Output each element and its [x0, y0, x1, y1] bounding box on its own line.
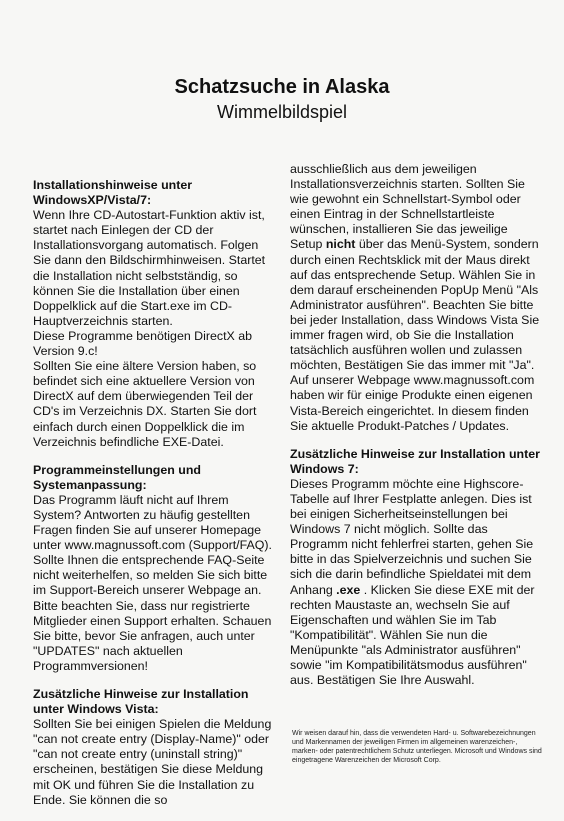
paragraph — [290, 477, 540, 688]
emphasis-text: nicht — [325, 237, 356, 252]
section-program-settings — [33, 463, 273, 674]
section-heading: Zusätzliche Hinweise zur Installation unter Windows Vista: — [33, 687, 249, 717]
paragraph — [290, 162, 540, 373]
paragraph: Auf unserer Webpage www.magnussoft.com haben wir für einige Produkte einen eigenen Vista-Bereich eingerichtet. In diesem finden Sie aktuelle Produkt-Patches / Updates. — [290, 373, 535, 433]
section-install-xp-vista-7 — [33, 178, 273, 450]
emphasis-text: .exe — [336, 582, 361, 597]
left-column — [33, 178, 273, 821]
paragraph: Wenn Ihre CD-Autostart-Funktion aktiv ist, startet nach Einlegen der CD der Installationsvorgang automatisch. Folgen Sie dann den Bildschirmhinweisen. Startet die Installation nicht selbstständig, so können Sie die Installation über einen Doppelklick auf die Start.exe im CD-Hauptverzeichnis starten. — [33, 208, 266, 328]
document-subtitle: Wimmelbildspiel — [216, 102, 348, 122]
paragraph: Sollten Sie eine ältere Version haben, so befindet sich eine aktuellere Version von DirectX auf dem überwiegenden Teil der CD's im Verzeichnis DX. Starten Sie dort einfach durch einen Doppelklick die im Verzeichnis befindliche EXE-Datei. — [33, 359, 257, 449]
text-run: über das Menü-System, sondern durch einen Rechtsklick mit der Maus direkt auf das entsprechende Setup. Wählen Sie in dem darauf erscheinenden PopUp Menü "Als Administrator ausführen". Beachten Sie bitte bei jeder Installation, dass Windows Vista Sie immer fragen wird, ob Sie die Installation tatsächlich ausführen wollen und zulassen möchten, Bestätigen Sie das immer mit "Ja". — [290, 237, 540, 373]
section-windows-vista — [33, 687, 273, 808]
section-windows-vista-continued — [290, 162, 540, 434]
paragraph: Sollten Sie bei einigen Spielen die Meldung "can not create entry (Display-Name)" oder "can not create entry (uninstall string)" erscheinen, bestätigen Sie diese Meldung mit OK und führen Sie die Installation zu Ende. Sie können die so — [33, 717, 272, 807]
text-run: Dieses Programm möchte eine Highscore-Tabelle auf Ihrer Festplatte anlegen. Dies ist bei einigen Sicherheitseinstellungen bei Windows 7 nicht möglich. Sollte das Programm nicht fehlerfrei starten, gehen Sie bitte in das Spielverzeichnis und suchen Sie sich die darin befindliche Spieldatei mit dem Anhang — [290, 476, 534, 597]
text-run: . Klicken Sie diese EXE mit der rechten Maustaste an, wechseln Sie auf Eigenschaften und wählen Sie im Tab "Kompatibilität". Wählen Sie nun die Menüpunkte "als Administrator ausführen" sowie "im Kompatibilitätsmodus ausführen" aus. Bestätigen Sie Ihre Auswahl. — [290, 582, 535, 688]
section-heading: Installationshinweise unter WindowsXP/Vista/7: — [33, 178, 193, 208]
trademark-footnote: Wir weisen darauf hin, dass die verwendeten Hard- u. Softwarebezeichnungen und Markennamen der jeweiligen Firmen im allgemeinen warenzeichen-, marken- oder patentrechtlichem Schutz unterliegen. Microsoft und Windows sind eingetragene Warenzeichen der Microsoft Corp. — [292, 730, 542, 764]
section-heading: Programmeinstellungen und Systemanpassung: — [33, 462, 201, 492]
document-title: Schatzsuche in Alaska — [174, 76, 390, 98]
paragraph: Das Programm läuft nicht auf Ihrem System? Antworten zu häufig gestellten Fragen finden Sie auf unserer Homepage unter www.magnussoft.com (Support/FAQ). Sollte Ihnen die entsprechende FAQ-Seite nicht weiterhelfen, so melden Sie sich bitte im Support-Bereich unserer Webpage an. Bitte beachten Sie, dass nur registrierte Mitglieder einen Support erhalten. Schauen Sie bitte, bevor Sie anfragen, auch unter "UPDATES" nach aktuellen Programmversionen! — [33, 492, 272, 673]
right-column — [290, 162, 540, 701]
section-windows-7 — [290, 447, 540, 689]
text-run: ausschließlich aus dem jeweiligen Installationsverzeichnis starten. Sollten Sie wie gewohnt ein Schnellstart-Symbol oder einen Eintrag in der Schnellstartleiste wünschen, installieren Sie das jeweilige Setup — [290, 162, 525, 252]
section-heading: Zusätzliche Hinweise zur Installation unter Windows 7: — [290, 446, 540, 476]
paragraph: Diese Programme benötigen DirectX ab Version 9.c! — [33, 328, 253, 359]
